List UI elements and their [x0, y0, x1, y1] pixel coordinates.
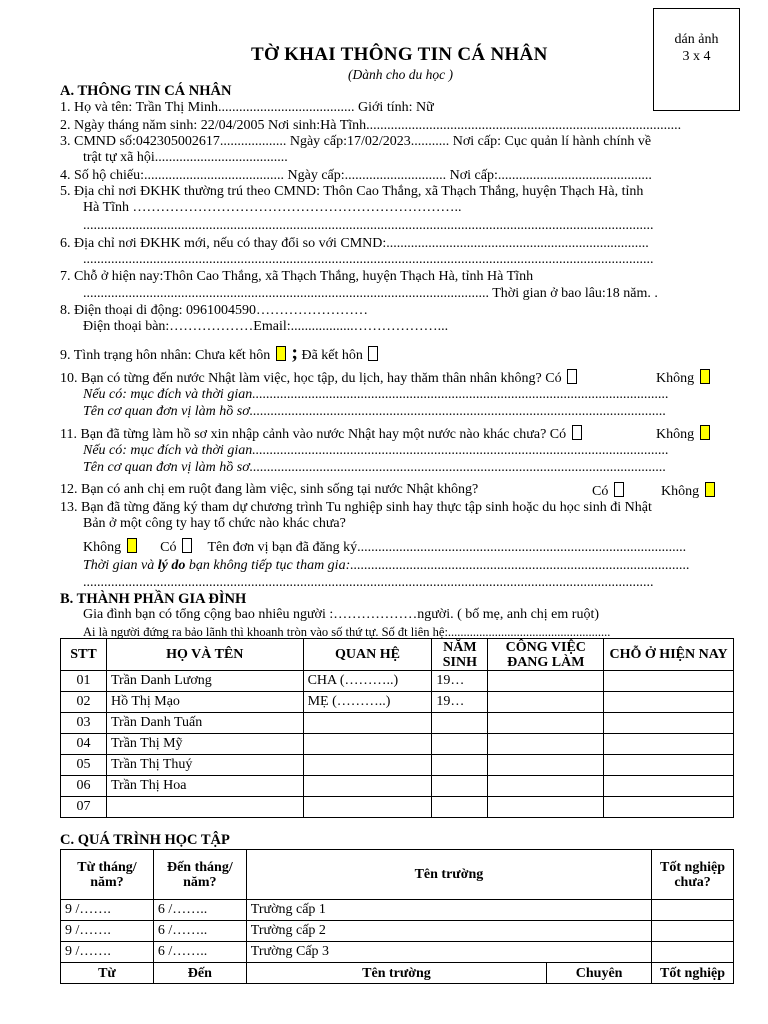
cell-birth-year[interactable] [432, 776, 488, 797]
cell-birth-year[interactable]: 19… [432, 671, 488, 692]
cell-name[interactable]: Trần Danh Lương [106, 671, 303, 692]
checkbox-q12-yes[interactable] [614, 482, 624, 497]
q12-no-label: Không [661, 484, 700, 499]
cell-relation[interactable] [303, 797, 432, 818]
section-b-heading: B. THÀNH PHẦN GIA ĐÌNH [60, 591, 247, 607]
checkbox-single[interactable] [276, 346, 286, 361]
cell-graduated[interactable] [652, 900, 734, 921]
q10-no [656, 369, 712, 387]
cell-residence[interactable] [604, 797, 734, 818]
cell-occupation[interactable] [488, 692, 604, 713]
field-registered-address-cont: Hà Tĩnh …………………………………………………………….. [83, 200, 462, 215]
section-c-heading: C. QUÁ TRÌNH HỌC TẬP [60, 832, 230, 848]
header-name: HỌ VÀ TÊN [106, 639, 303, 671]
cell-birth-year[interactable] [432, 755, 488, 776]
table-row [61, 713, 734, 734]
header-graduated-2: Tốt nghiệp [652, 963, 734, 984]
field-new-address[interactable]: 6. Địa chỉ nơi ĐKHK mới, nếu có thay đổi so với CMND:........................................................................... [60, 236, 649, 251]
cell-occupation[interactable] [488, 713, 604, 734]
field-landline-email[interactable]: Điện thoại bàn:………………Email:..................………………... [83, 319, 449, 334]
married-label: Đã kết hôn [301, 348, 363, 363]
header-from: Từ tháng/ năm? [61, 850, 154, 900]
field-id-card[interactable]: 3. CMND số:042305002617................... Ngày cấp:17/02/2023........... Nơi cấp: Cục quản lí hành chính về [60, 134, 652, 149]
q10-agency[interactable]: Tên cơ quan đơn vị làm hồ sơ....................................................................................................................... [83, 404, 667, 419]
field-passport[interactable]: 4. Số hộ chiếu:........................................ Ngày cấp:............................. Nơi cấp:............................................ [60, 168, 652, 183]
cell-residence[interactable] [604, 671, 734, 692]
question-10 [60, 369, 579, 387]
cell-residence[interactable] [604, 776, 734, 797]
field-mobile-phone[interactable]: 8. Điện thoại di động: 0961004590…………………… [60, 303, 368, 318]
cell-school[interactable]: Trường cấp 2 [246, 921, 651, 942]
cell-stt: 04 [61, 734, 107, 755]
table-row [61, 942, 734, 963]
question-13-text: 13. Bạn đã từng đăng ký tham dự chương trình Tu nghiệp sinh hay thực tập sinh hoặc du học sinh đi Nhật [60, 500, 652, 515]
checkbox-q12-no[interactable] [705, 482, 715, 497]
photo-size: 3 x 4 [682, 49, 711, 64]
family-table [60, 638, 734, 818]
photo-label: dán ảnh [674, 32, 719, 47]
header-school: Tên trường [246, 850, 651, 900]
cell-name[interactable]: Trần Thị Hoa [106, 776, 303, 797]
form-title: TỜ KHAI THÔNG TIN CÁ NHÂN [251, 44, 548, 65]
cell-to[interactable]: 6 /…….. [153, 942, 246, 963]
marital-label: 9. Tình trạng hôn nhân: Chưa kết hôn [60, 348, 271, 363]
dotted-line: ................................................................................................................................................................... [83, 218, 654, 233]
q10-no-label: Không [656, 371, 695, 386]
section-a-heading: A. THÔNG TIN CÁ NHÂN [60, 83, 232, 99]
header-occupation: CÔNG VIỆC ĐANG LÀM [488, 639, 604, 671]
table-row [61, 755, 734, 776]
cell-residence[interactable] [604, 692, 734, 713]
cell-birth-year[interactable]: 19… [432, 692, 488, 713]
field-registered-address[interactable]: 5. Địa chỉ nơi ĐKHK thường trú theo CMND: Thôn Cao Thắng, xã Thạch Thắng, huyện Thạch Hà, tỉnh [60, 184, 644, 199]
checkbox-q10-yes[interactable] [567, 369, 577, 384]
cell-relation[interactable]: CHA (………..) [303, 671, 432, 692]
cell-occupation[interactable] [488, 671, 604, 692]
table-row [61, 921, 734, 942]
header-school-2: Tên trường [246, 963, 546, 984]
education-table [60, 849, 734, 984]
family-table-header [61, 639, 734, 671]
header-birth-year: NĂM SINH [432, 639, 488, 671]
checkbox-q13-no[interactable] [127, 538, 137, 553]
header-relation: QUAN HỆ [303, 639, 432, 671]
cell-residence[interactable] [604, 755, 734, 776]
checkbox-q11-yes[interactable] [572, 425, 582, 440]
cell-school[interactable]: Trường Cấp 3 [246, 942, 651, 963]
cell-name[interactable] [106, 797, 303, 818]
cell-stt: 07 [61, 797, 107, 818]
cell-stt: 06 [61, 776, 107, 797]
cell-graduated[interactable] [652, 921, 734, 942]
cell-from[interactable]: 9 /……. [61, 900, 154, 921]
dotted-line: ................................................................................................................................................................... [83, 252, 654, 267]
cell-stt: 02 [61, 692, 107, 713]
field-residence-duration: .................................................................................................................... Thời gian ở bao lâu:18 năm. . [83, 286, 658, 301]
dotted-line: ................................................................................................................................................................... [83, 575, 654, 590]
q12-no [661, 482, 717, 500]
cell-stt: 05 [61, 755, 107, 776]
cell-occupation[interactable] [488, 797, 604, 818]
cell-to[interactable]: 6 /…….. [153, 900, 246, 921]
field-full-name[interactable]: 1. Họ và tên: Trần Thị Minh....................................... Giới tính: Nữ [60, 100, 434, 115]
education-table-header [61, 850, 734, 900]
header-major: Chuyên [547, 963, 652, 984]
checkbox-married[interactable] [368, 346, 378, 361]
field-marital-status [60, 342, 380, 364]
cell-school[interactable]: Trường cấp 1 [246, 900, 651, 921]
cell-from[interactable]: 9 /……. [61, 942, 154, 963]
guarantor-note[interactable]: Ai là người đứng ra bảo lãnh thì khoanh tròn vào số thứ tự. Số đt liên hệ:.................................................... [83, 625, 611, 639]
cell-residence[interactable] [604, 734, 734, 755]
q13-reason-c: bạn không tiếp tục tham gia:................................................................................................. [185, 558, 690, 573]
q13-reason[interactable] [83, 558, 690, 574]
header-graduated: Tốt nghiệp chưa? [652, 850, 734, 900]
photo-placeholder-box [653, 8, 740, 111]
question-11 [60, 425, 584, 443]
q13-yes-label: Có [160, 540, 177, 555]
table-row [61, 692, 734, 713]
header-residence: CHỖ Ở HIỆN NAY [604, 639, 734, 671]
checkbox-q13-yes[interactable] [182, 538, 192, 553]
cell-relation[interactable] [303, 713, 432, 734]
table-row [61, 671, 734, 692]
field-birth[interactable]: 2. Ngày tháng năm sinh: 22/04/2005 Nơi sinh:Hà Tĩnh.......................................................................................... [60, 118, 682, 133]
separator: ; [291, 342, 298, 364]
form-subtitle: (Dành cho du học ) [348, 67, 453, 82]
q13-options [83, 538, 686, 556]
cell-name[interactable]: Trần Thị Thuý [106, 755, 303, 776]
cell-relation[interactable] [303, 755, 432, 776]
q12-yes-label: Có [592, 484, 609, 499]
q13-reason-b: lý do [157, 558, 186, 573]
table-row [61, 776, 734, 797]
cell-occupation[interactable] [488, 755, 604, 776]
cell-from[interactable]: 9 /……. [61, 921, 154, 942]
q10-purpose[interactable]: Nếu có: mục đích và thời gian....................................................................................................................... [83, 387, 669, 402]
cell-graduated[interactable] [652, 942, 734, 963]
question-13-text-cont: Bản ở một công ty hay tổ chức nào khác chưa? [83, 516, 346, 531]
q11-no-label: Không [656, 427, 695, 442]
header-to: Đến tháng/ năm? [153, 850, 246, 900]
question-12-text: 12. Bạn có anh chị em ruột đang làm việc, sinh sống tại nước Nhật không? [60, 482, 479, 497]
cell-residence[interactable] [604, 713, 734, 734]
cell-relation[interactable] [303, 776, 432, 797]
cell-birth-year[interactable] [432, 713, 488, 734]
header-stt: STT [61, 639, 107, 671]
table-row [61, 734, 734, 755]
q13-no-label: Không [83, 540, 122, 555]
q12-yes [592, 482, 626, 500]
family-count[interactable]: Gia đình bạn có tổng cộng bao nhiêu người :………………người. ( bố mẹ, anh chị em ruột) [83, 607, 600, 622]
cell-name[interactable]: Trần Thị Mỹ [106, 734, 303, 755]
question-11-text: 11. Bạn đã từng làm hồ sơ xin nhập cảnh vào nước Nhật hay một nước nào khác chưa? Có [60, 427, 567, 442]
education-table-header-2 [61, 963, 734, 984]
table-row [61, 797, 734, 818]
q13-organization[interactable]: Tên đơn vị bạn đã đăng ký.............................................................................................. [207, 540, 687, 555]
checkbox-q11-no[interactable] [700, 425, 710, 440]
field-id-card-cont: trật tự xã hội...................................... [83, 150, 288, 165]
cell-birth-year[interactable] [432, 734, 488, 755]
q11-agency[interactable]: Tên cơ quan đơn vị làm hồ sơ....................................................................................................................... [83, 460, 667, 475]
cell-stt: 03 [61, 713, 107, 734]
cell-birth-year[interactable] [432, 797, 488, 818]
question-10-text: 10. Bạn có từng đến nước Nhật làm việc, học tập, du lịch, hay thăm thân nhân không? Có [60, 371, 562, 386]
cell-occupation[interactable] [488, 776, 604, 797]
cell-name[interactable]: Trần Danh Tuấn [106, 713, 303, 734]
cell-to[interactable]: 6 /…….. [153, 921, 246, 942]
header-to-2: Đến [153, 963, 246, 984]
cell-stt: 01 [61, 671, 107, 692]
q11-purpose[interactable]: Nếu có: mục đích và thời gian....................................................................................................................... [83, 443, 669, 458]
q11-no [656, 425, 712, 443]
header-from-2: Từ [61, 963, 154, 984]
cell-occupation[interactable] [488, 734, 604, 755]
cell-name[interactable]: Hồ Thị Mạo [106, 692, 303, 713]
q13-reason-a: Thời gian và [83, 558, 158, 573]
table-row [61, 900, 734, 921]
field-current-address[interactable]: 7. Chỗ ở hiện nay:Thôn Cao Thắng, xã Thạch Thắng, huyện Thạch Hà, tỉnh Hà Tĩnh [60, 269, 534, 284]
checkbox-q10-no[interactable] [700, 369, 710, 384]
cell-relation[interactable]: MẸ (………..) [303, 692, 432, 713]
cell-relation[interactable] [303, 734, 432, 755]
